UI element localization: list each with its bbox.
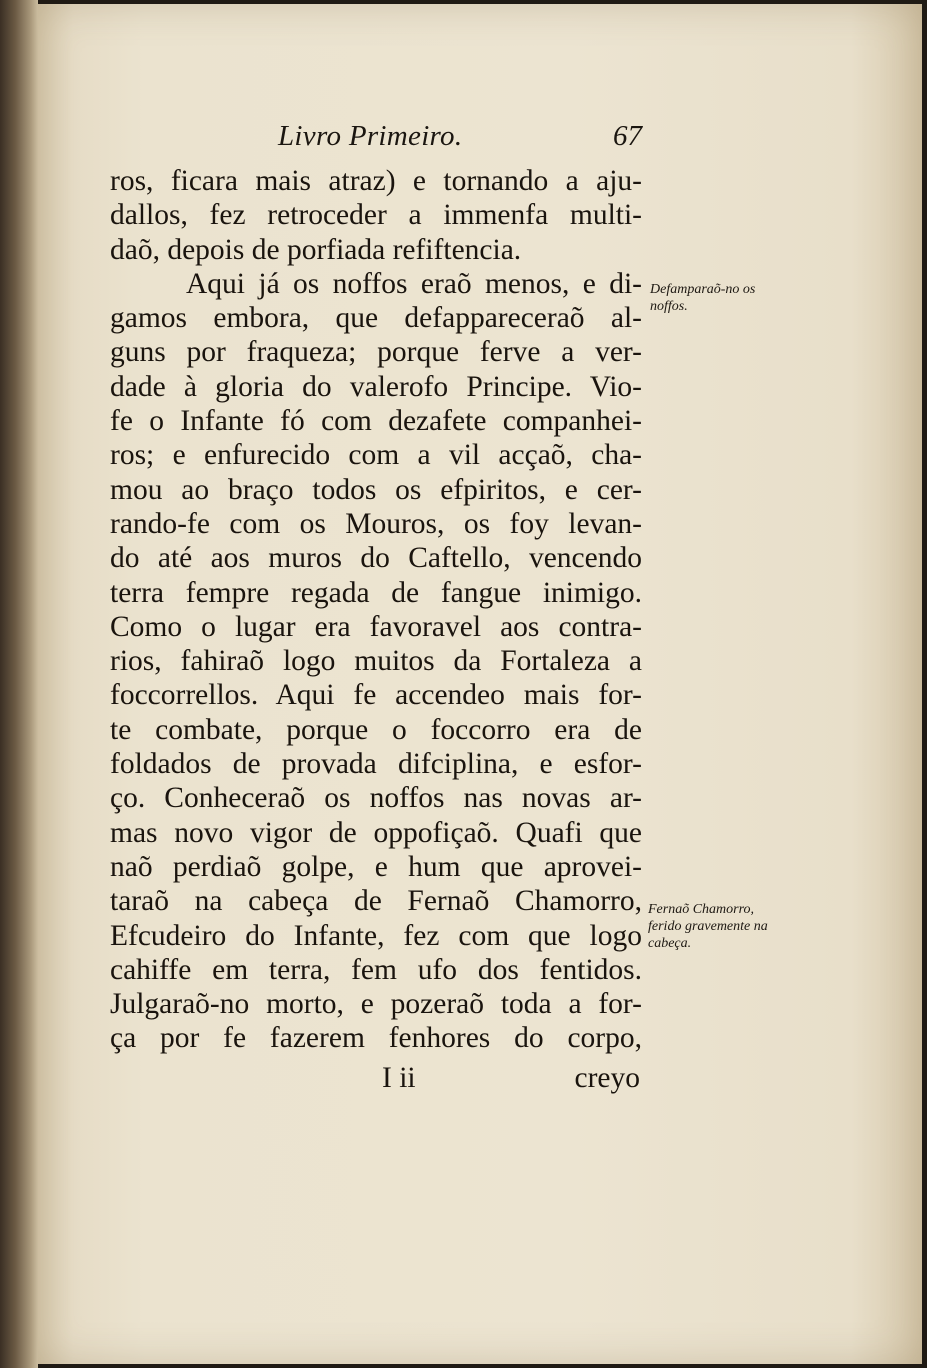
catchline	[110, 1062, 640, 1096]
text-line: taraõ na cabeça de Fernaõ Chamorro,	[110, 885, 642, 918]
text-line: Como o lugar era favoravel aos contra-	[110, 610, 642, 643]
text-line: mou ao braço todos os efpiritos, e cer-	[110, 473, 642, 506]
text-line: rando-fe com os Mouros, os foy levan-	[110, 507, 642, 540]
margin-note-line: cabeça.	[648, 936, 692, 951]
margin-note	[650, 281, 825, 315]
text-line: naõ perdiaõ golpe, e hum que aprovei-	[110, 850, 642, 883]
text-line: terra fempre regada de fangue inimigo.	[110, 576, 642, 609]
running-head-title: Livro Primeiro.	[278, 120, 463, 152]
margin-note	[648, 901, 826, 952]
signature-mark: I ii	[382, 1062, 416, 1094]
margin-note-line: ferido gravemente na	[648, 919, 768, 934]
text-line: Julgaraõ-no morto, e pozeraõ toda a for-	[110, 988, 642, 1021]
text-line: te combate, porque o foccorro era de	[110, 713, 642, 746]
text-line: gamos embora, que defappareceraõ al-	[110, 302, 642, 335]
text-line: ça por fe fazerem fenhores do corpo,	[110, 1022, 642, 1055]
text-line: ros, ficara mais atraz) e tornando a aju-	[110, 165, 642, 197]
text-line: foldados de provada difciplina, e esfor-	[110, 748, 642, 781]
text-line: mas novo vigor de oppofiçaõ. Quafi que	[110, 816, 642, 849]
text-line: Efcudeiro do Infante, fez com que logo	[110, 919, 642, 952]
text-line: ros; e enfurecido com a vil acçaõ, cha-	[110, 439, 642, 472]
paragraph-start-line: Aqui já os noffos eraõ menos, e di-	[186, 267, 642, 300]
text-line: foccorrellos. Aqui fe accendeo mais for-	[110, 679, 642, 712]
text-line: do até aos muros do Caftello, vencendo	[110, 542, 642, 575]
text-line: dade à gloria do valerofo Principe. Vio-	[110, 370, 642, 403]
running-head	[268, 120, 658, 154]
catchword: creyo	[574, 1062, 640, 1094]
body-text	[110, 164, 642, 1056]
text-line: cahiffe em terra, fem ufo dos fentidos.	[110, 953, 642, 986]
text-line: rios, fahiraõ logo muitos da Fortaleza a	[110, 645, 642, 678]
margin-note-line: Fernaõ Chamorro,	[648, 902, 755, 917]
text-line: guns por fraqueza; porque ferve a ver-	[110, 336, 642, 369]
margin-note-line: noffos.	[650, 299, 688, 314]
text-line: daõ, depois de porfiada refiftencia.	[110, 233, 522, 266]
page-number: 67	[613, 120, 642, 152]
text-line: ço. Conheceraõ os noffos nas novas ar-	[110, 782, 642, 815]
text-line: fe o Infante fó com dezafete companhei-	[110, 405, 642, 438]
book-spine-shadow	[0, 0, 38, 1368]
margin-note-line: Defamparaõ-no os	[650, 282, 756, 297]
text-line: dallos, fez retroceder a immenfa multi-	[110, 199, 642, 232]
